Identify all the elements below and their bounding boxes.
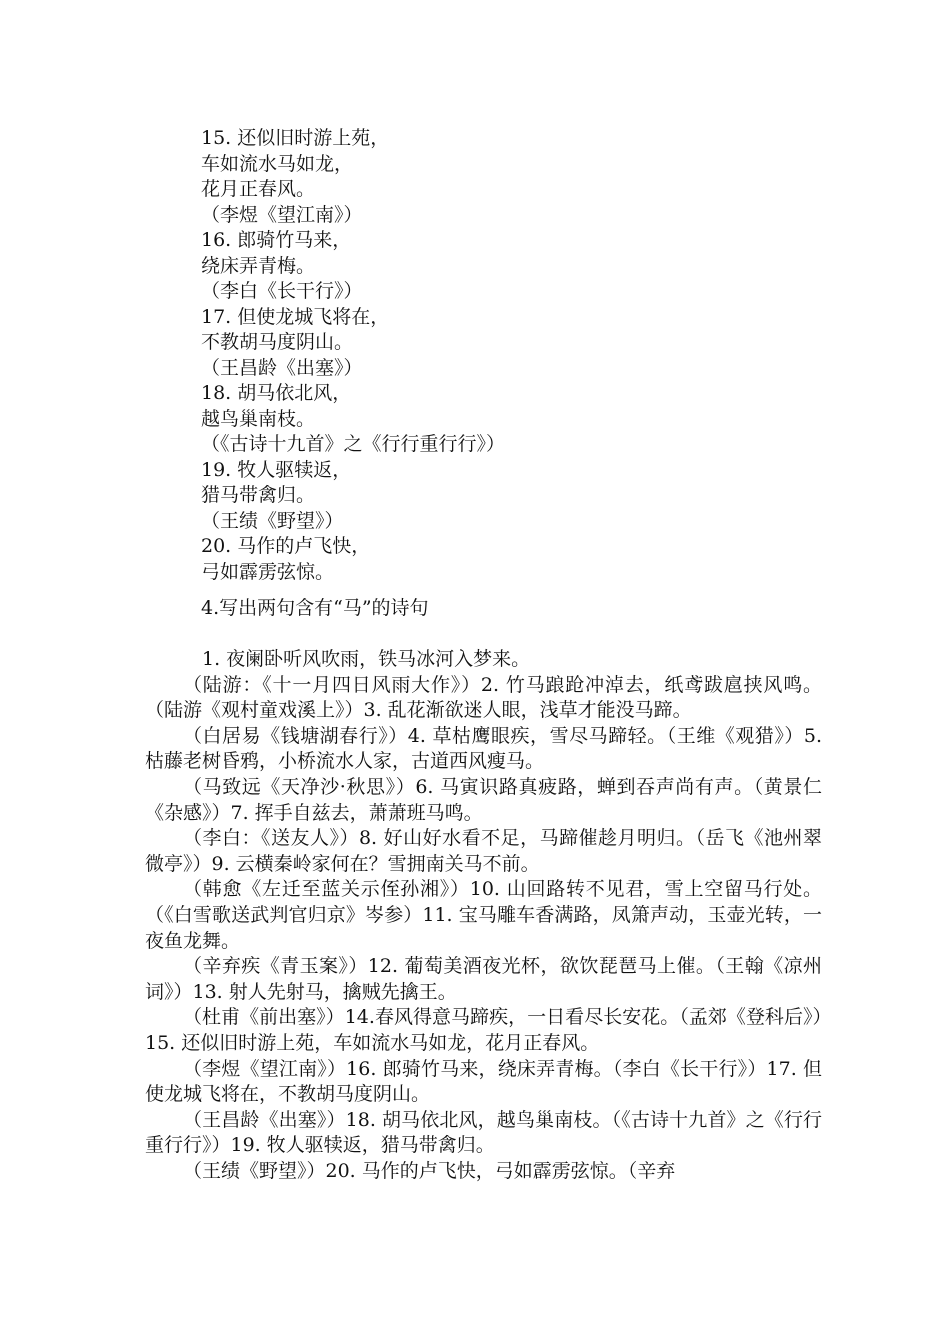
answer-paragraph: （马致远《天净沙·秋思》）6. 马寅识路真疲路，蝉到吞声尚有声。（黄景仁《杂感》）7. 挥手自兹去，萧萧班马鸣。 bbox=[145, 775, 822, 824]
answer-paragraph: （白居易《钱塘湖春行》）4. 草枯鹰眼疾，雪尽马蹄轻。（王维《观猎》）5. 枯藤老树昏鸦，小桥流水人家，古道西风瘦马。 bbox=[145, 724, 822, 773]
poem-source: （王昌龄《出塞》） bbox=[201, 356, 363, 379]
poem-source: （《古诗十九首》之《行行重行行》） bbox=[201, 433, 506, 455]
poem-line: 绕床弄青梅。 bbox=[201, 254, 316, 277]
poem-line: 越鸟巢南枝。 bbox=[201, 407, 316, 430]
poem-line: 19. 牧人驱犊返， bbox=[201, 458, 352, 481]
answer-paragraph: （李煜《望江南》）16. 郎骑竹马来，绕床弄青梅。（李白《长干行》）17. 但使龙城飞将在，不教胡马度阴山。 bbox=[145, 1057, 822, 1106]
section-heading: 4.写出两句含有“马”的诗句 bbox=[201, 597, 429, 619]
poem-line-list bbox=[201, 126, 841, 585]
poem-line: 15. 还似旧时游上苑， bbox=[201, 127, 390, 149]
poem-source: （李白《长干行》） bbox=[201, 280, 363, 302]
poem-line: 弓如霹雳弦惊。 bbox=[201, 560, 335, 583]
answer-paragraph: （陆游：《十一月四日风雨大作》）2. 竹马踉跄冲淖去，纸鸢跋扈挟风鸣。（陆游《观村童戏溪上》）3. 乱花渐欲迷人眼，浅草才能没马蹄。 bbox=[145, 673, 822, 722]
poem-line: 20. 马作的卢飞快， bbox=[201, 535, 371, 557]
poem-source: （王绩《野望》） bbox=[201, 509, 344, 532]
answer-paragraph: （王昌龄《出塞》）18. 胡马依北风，越鸟巢南枝。（《古诗十九首》之《行行重行行》）19. 牧人驱犊返，猎马带禽归。 bbox=[145, 1108, 822, 1157]
poem-line: 不教胡马度阴山。 bbox=[201, 331, 354, 353]
answer-paragraph: （李白：《送友人》）8. 好山好水看不足，马蹄催趁月明归。（岳飞《池州翠微亭》）9. 云横秦岭家何在？雪拥南关马不前。 bbox=[145, 827, 822, 875]
poem-line: 花月正春风。 bbox=[201, 178, 316, 200]
poem-line: 17. 但使龙城飞将在， bbox=[201, 305, 390, 328]
poem-line: 16. 郎骑竹马来， bbox=[201, 229, 352, 251]
answer-paragraphs bbox=[145, 647, 822, 1184]
poem-line: 18. 胡马依北风， bbox=[201, 382, 352, 404]
poem-source: （李煜《望江南》） bbox=[201, 203, 363, 226]
answer-paragraph: 1. 夜阑卧听风吹雨，铁马冰河入梦来。 bbox=[202, 648, 531, 670]
answer-paragraph: （辛弃疾《青玉案》）12. 葡萄美酒夜光杯，欲饮琵琶马上催。（王翰《凉州词》）13. 射人先射马，擒贼先擒王。 bbox=[145, 955, 822, 1003]
answer-paragraph: （王绩《野望》）20. 马作的卢飞快，弓如霹雳弦惊。（辛弃 bbox=[183, 1159, 676, 1182]
answer-paragraph: （杜甫《前出塞》）14.春风得意马蹄疾，一日看尽长安花。（孟郊《登科后》）15. 还似旧时游上苑，车如流水马如龙，花月正春风。 bbox=[145, 1006, 822, 1054]
poem-line: 车如流水马如龙， bbox=[201, 152, 354, 175]
answer-paragraph: （韩愈《左迁至蓝关示侄孙湘》）10. 山回路转不见君，雪上空留马行处。（《白雪歌送武判官归京》岑参）11. 宝马雕车香满路，凤箫声动，玉壶光转，一夜鱼龙舞。 bbox=[145, 878, 822, 952]
poem-line: 猎马带禽归。 bbox=[201, 484, 316, 506]
